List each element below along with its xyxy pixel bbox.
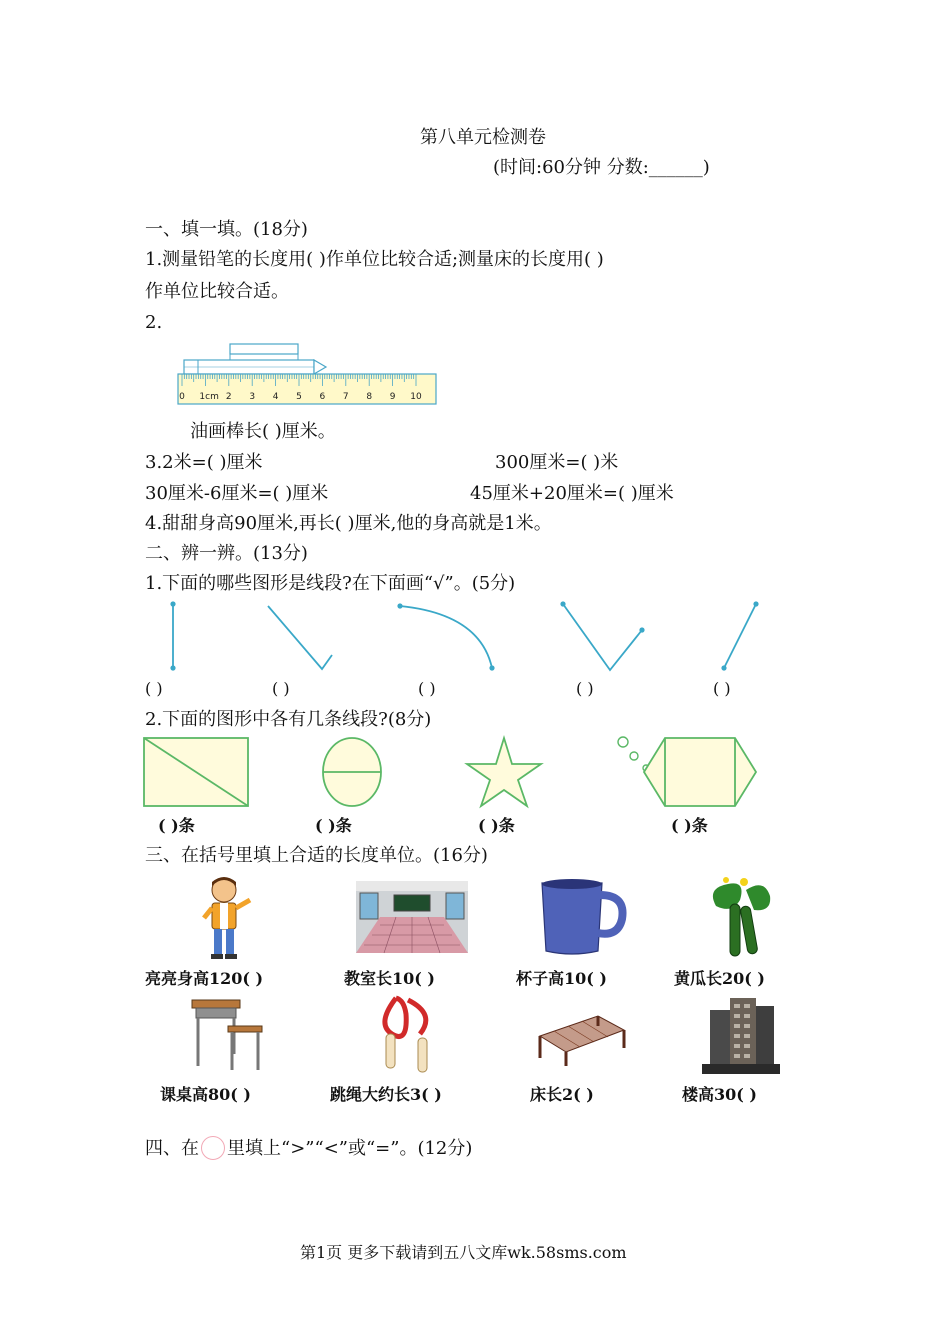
s1-q3-d: 45厘米+20厘米=( )厘米 bbox=[470, 483, 674, 504]
s3-item-1[interactable]: 亮亮身高120( ) bbox=[145, 969, 264, 988]
s3-item-5[interactable]: 课桌高80( ) bbox=[160, 1085, 251, 1104]
building-picture bbox=[702, 994, 780, 1074]
page-footer: 第1页 更多下载请到五八文库wk.58sms.com bbox=[300, 1243, 627, 1262]
s2-q2-blank-2[interactable]: ( )条 bbox=[315, 816, 352, 835]
section-2-heading: 二、辨一辨。(13分) bbox=[145, 543, 308, 564]
classroom-picture bbox=[356, 881, 468, 953]
s1-q3-a: 3.2米=( )厘米 bbox=[145, 452, 263, 473]
s2-q2-blank-3[interactable]: ( )条 bbox=[478, 816, 515, 835]
bed-picture bbox=[536, 996, 626, 1068]
ruler-tick-label: 4 bbox=[272, 392, 279, 402]
s3-item-3[interactable]: 杯子高10( ) bbox=[516, 969, 607, 988]
s1-q2-answer: 油画棒长( )厘米。 bbox=[190, 421, 336, 442]
compare-circle-icon bbox=[201, 1136, 225, 1160]
page-title: 第八单元检测卷 bbox=[420, 127, 546, 148]
s2-q2: 2.下面的图形中各有几条线段?(8分) bbox=[145, 709, 432, 730]
desk-picture bbox=[190, 996, 266, 1074]
figure-line-with-hook bbox=[268, 606, 332, 669]
ruler-tick-label: 7 bbox=[342, 392, 349, 402]
s2-q1-blank-4[interactable]: ( ) bbox=[576, 679, 594, 698]
ruler-tick-label: 10 bbox=[410, 392, 422, 402]
figure-diagonal-segment bbox=[721, 601, 758, 670]
s3-item-6[interactable]: 跳绳大约长3( ) bbox=[330, 1085, 442, 1104]
s1-q3-b: 300厘米=( )米 bbox=[495, 452, 619, 473]
s2-q2-blank-1[interactable]: ( )条 bbox=[158, 816, 195, 835]
ruler-tick-label: 2 bbox=[225, 392, 232, 402]
ruler-tick-label: 6 bbox=[319, 392, 326, 402]
ruler-tick-label: 1cm bbox=[199, 392, 219, 402]
section-4-heading-post: 里填上“>”“<”或“=”。(12分) bbox=[227, 1138, 473, 1159]
s3-item-7[interactable]: 床长2( ) bbox=[530, 1085, 594, 1104]
s1-q4: 4.甜甜身高90厘米,再长( )厘米,他的身高就是1米。 bbox=[145, 513, 552, 534]
figure-arc bbox=[397, 603, 494, 670]
s2-q1-blank-2[interactable]: ( ) bbox=[272, 679, 290, 698]
cucumber-picture bbox=[706, 876, 776, 960]
s2-q1: 1.下面的哪些图形是线段?在下面画“√”。(5分) bbox=[145, 573, 516, 594]
section-1-heading: 一、填一填。(18分) bbox=[145, 219, 308, 240]
cup-picture bbox=[536, 877, 628, 957]
ruler-tick-label: 5 bbox=[296, 392, 302, 402]
ruler-tick-label: 9 bbox=[389, 392, 396, 402]
count-segment-figures bbox=[140, 734, 770, 814]
s1-q1-line1: 1.测量铅笔的长度用( )作单位比较合适;测量床的长度用( ) bbox=[145, 249, 604, 270]
s2-q1-blank-5[interactable]: ( ) bbox=[713, 679, 731, 698]
section-3-heading: 三、在括号里填上合适的长度单位。(16分) bbox=[145, 845, 488, 866]
ruler-tick-label: 3 bbox=[249, 392, 256, 402]
crayon-tip bbox=[314, 360, 326, 374]
s3-item-4[interactable]: 黄瓜长20( ) bbox=[674, 969, 765, 988]
s1-q1-line2: 作单位比较合适。 bbox=[145, 281, 289, 302]
exam-info: (时间:60分钟 分数:______) bbox=[493, 157, 710, 178]
s3-item-8[interactable]: 楼高30( ) bbox=[682, 1085, 757, 1104]
s2-q2-blank-4[interactable]: ( )条 bbox=[671, 816, 708, 835]
figure-broken-line bbox=[560, 601, 644, 670]
ellipse-with-line-shape bbox=[323, 738, 381, 806]
s2-q1-blank-1[interactable]: ( ) bbox=[145, 679, 163, 698]
jump-rope-picture bbox=[376, 994, 446, 1076]
s1-q3-c: 30厘米-6厘米=( )厘米 bbox=[145, 483, 329, 504]
crayon-label bbox=[230, 344, 298, 354]
s3-item-2[interactable]: 教室长10( ) bbox=[344, 969, 435, 988]
ruler-figure bbox=[176, 336, 440, 408]
star-shape bbox=[467, 738, 541, 806]
ruler-tick-label: 8 bbox=[366, 392, 373, 402]
ruler-tick-label: 0 bbox=[179, 392, 185, 402]
s1-q2-label: 2. bbox=[145, 312, 163, 333]
boy-picture bbox=[196, 872, 256, 962]
rectangle-with-diagonal-shape bbox=[144, 738, 248, 806]
hexagon-shape bbox=[618, 737, 756, 806]
section-4-heading bbox=[145, 1136, 472, 1161]
section-4-heading-pre: 四、在 bbox=[145, 1138, 199, 1159]
segment-figures bbox=[140, 596, 790, 676]
s2-q1-blank-3[interactable]: ( ) bbox=[418, 679, 436, 698]
figure-vertical-segment bbox=[170, 601, 175, 670]
